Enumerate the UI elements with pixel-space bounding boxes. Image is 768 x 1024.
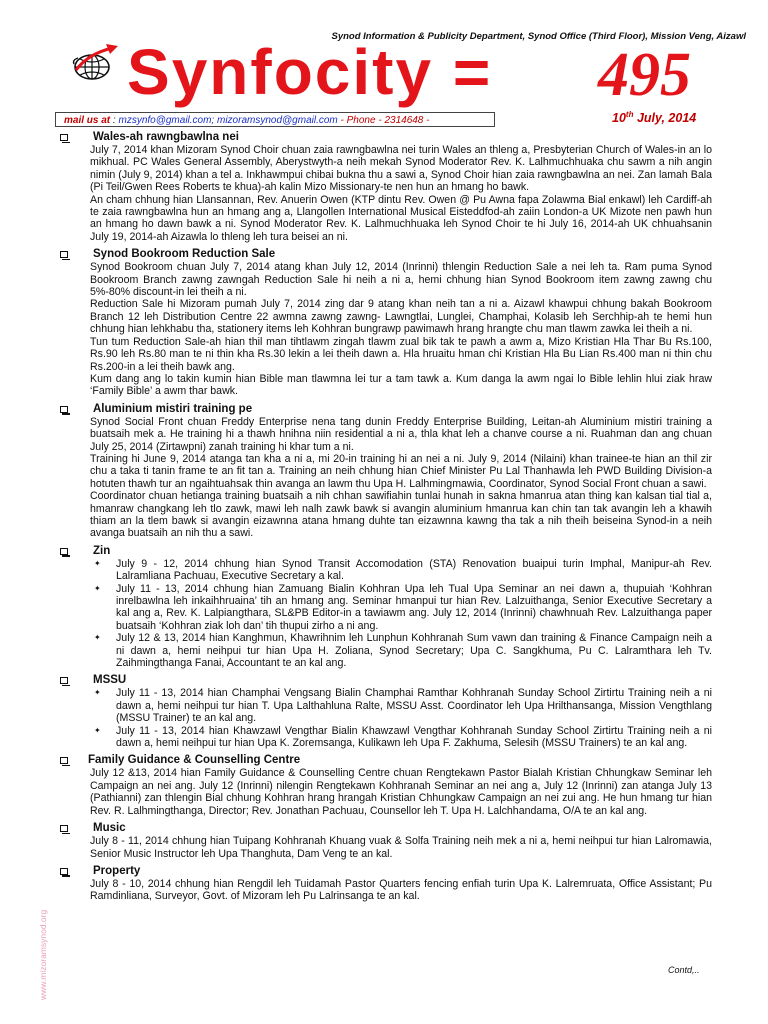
article-body — [90, 835, 712, 860]
checkbox-bullet-icon — [60, 406, 68, 413]
email-link-2[interactable]: mizoramsynod@gmail.com — [217, 115, 338, 126]
bullet-item: ✦ July 11 - 13, 2014 hian Khawzawl Vengthar Bialin Khawzawl Vengthar Kohhranah Sunday School Zirtirtu Training neih a ni dawn a, hemi neihpui tur hian Upa K. Zoremsanga, Kulikawn leh Upa F. Zakhuma, Selesih (MSSU Trainers) te an kal ang. — [90, 725, 712, 750]
globe-logo-icon — [68, 40, 122, 84]
article-heading: Music — [93, 822, 126, 835]
article-paragraph: Coordinator chuan hetianga training buatsaih a nih chhan sawifiahin tunlai hunah in sakna hmanrua atan thing kan kalsan tial tial a, hmanraw changkang leh tlo zawk, mawi leh nalh zawk bawk si avangin aluminium hmanrua kan chin tan tak avangin leh a khawih thiam an la tlem bawk si avangin eizawnna atana hmang duhte tan eizawnna kawng tha tak a nih theih beiseina Synod-in a neih avanga buatsaih an nih thu a sawi. — [90, 490, 712, 540]
side-website — [38, 860, 50, 1000]
article-body — [90, 687, 712, 749]
article — [60, 674, 712, 749]
article — [60, 248, 712, 397]
date-rest: July, 2014 — [633, 111, 697, 126]
article — [60, 403, 712, 540]
article-paragraph: An cham chhung hian Llansannan, Rev. Anuerin Owen (KTP dintu Rev. Owen @ Pu Awna fapa Zolawma Bial enkawl) leh Cardiff-ah te zaia rawngbawlna hun an hmang ang a, Llangollen International Musical Eisteddfod-ah zaiin London-a UK Mizote nen pawh hun an hmang ho dawn bawk a ni. Synod Moderator Rev. K. Lalhmuchhuaka leh Synod Choir te hi July 16, 2014-ah UK chhuahsanin July 19, 2014-ah Aizawla lo thleng leh tura beisei an ni. — [90, 193, 712, 243]
article-paragraph: July 12 &13, 2014 hian Family Guidance & Counselling Centre chuan Rengtekawn Pastor Bialah Kristian Chhungkaw Seminar leh Campaign an nei ang. July 12 (Inrinni) nilengin Rengtekawn Kohhranah Seminar an nei ang a, July 12 (Inrinni) zan atanga July 13 (Pathianni) zan thlengin Bial chhung Kohhran hrang hrangah Kristian Chhungkaw Campaign an nei zui ang. He hun hmang tur hian Rev. R. Lalhmingthanga, Director; Rev. Jonathan Pachuau, Counsellor leh T. Upa H. Lalchhandama, O/A te an kal ang. — [90, 767, 712, 817]
article-heading: Property — [93, 864, 141, 877]
article-body — [90, 558, 712, 670]
checkbox-bullet-icon — [60, 251, 68, 258]
bullet-item: ✦ July 11 - 13, 2014 hian Champhai Vengsang Bialin Champhai Ramthar Kohhranah Sunday School Zirtirtu Training neih a ni dawn a, hemi neihpui tur hian T. Upa Lalthahluna Ralte, MSSU Asst. Coordinator leh Upa Hrilthansanga, Mission Vengthlang (MSSU Trainer) te an kal ang. — [90, 687, 712, 724]
article-paragraph: Synod Social Front chuan Freddy Enterprise nena tang dunin Freddy Enterprise Building, Leitan-ah Aluminium mistiri training a buatsaih mek a. He training hi a thawh hnihna niin residential a ni a, thla khat leh a chanve course a ni. Ruahman dan ang chuan July 25, 2014 (Zirtawpni) zanah training hi khar tum a ni. — [90, 415, 712, 453]
article-body — [90, 261, 712, 397]
article-paragraph: July 8 - 10, 2014 chhung hian Rengdil leh Tuidamah Pastor Quarters fencing enfiah turin Upa K. Lalremruata, Office Assistant; Pu Ramdinliana, Surveyor, Govt. of Mizoram leh Pu Lalrinsanga te an kal. — [90, 877, 712, 903]
article-heading: Wales-ah rawngbawlna nei — [93, 131, 239, 143]
email-link-1[interactable]: mzsynfo@gmail.com; — [118, 115, 215, 126]
continued-note: Contd,.. — [668, 965, 700, 975]
article-paragraph: July 7, 2014 khan Mizoram Synod Choir chuan zaia rawngbawlna nei turin Wales an thleng a, Presbyterian Church of Wales-in an lo mikhual. PC Wales General Assembly, Aberystwyth-a neih mekah Synod Moderator Rev. K. Lalhmuchhuaka chu sawm a nih angin nimin (July 9, 2014) khan a tel a. Inkhawmpui chibai bukna thu a sawi a, Synod Choir hian zaia rawngbawlna an nei. Zan lamah Bala (Pi Teil/Gwen Rees Roberts te khua)-ah kalin Mizo Missionary-te nen hun an hmang ho bawk. — [90, 144, 712, 194]
article-paragraph: Synod Bookroom chuan July 7, 2014 atang khan July 12, 2014 (Inrinni) thlengin Reduction Sale a nei leh ta. Ram puma Synod Bookroom Branch zawng zawngah Reduction Sale hi neih a ni a, hemi chhung hian Synod Bookroom item zawng zawng chu 5%-80% discount-in lei theih a ni. — [90, 261, 712, 299]
article-body — [90, 767, 712, 817]
checkbox-bullet-icon — [60, 548, 68, 555]
article — [60, 822, 712, 860]
article-paragraph: July 8 - 11, 2014 chhung hian Tuipang Kohhranah Khuang vuak & Solfa Training neih mek a ni a, hemi neihpui tur hian Lalromawia, Senior Music Instructor leh Upa Thanghuta, Dam Veng te an kal. — [90, 835, 712, 860]
article — [60, 754, 712, 817]
bullet-item: ✦ July 9 - 12, 2014 chhung hian Synod Transit Accomodation (STA) Renovation buaipui turin Imphal, Manipur-ah Rev. Lalramliana Pachuau, Executive Secretary a kal. — [90, 558, 712, 583]
article — [60, 131, 712, 243]
article-heading: Aluminium mistiri training pe — [93, 402, 253, 415]
checkbox-bullet-icon — [60, 134, 68, 141]
article-heading: Family Guidance & Counselling Centre — [88, 754, 301, 767]
article — [60, 865, 712, 903]
mail-separator: : — [112, 115, 116, 126]
article-heading: MSSU — [93, 674, 127, 687]
date-day: 10 — [612, 111, 626, 126]
article-body — [90, 878, 712, 903]
bullet-item: ✦ July 11 - 13, 2014 chhung hian Zamuang Bialin Kohhran Upa leh Tual Upa Seminar an nei dawn a, thupuiah ‘Kohhran inrelbawlna leh inkaihhruaina’ tih an hmang ang. Seminar hmanpui tur hian Rev. Lalzuithanga, Senior Executive Secretary a kal ang a, Rev. K. Lalpiangthara, SL&PB Editor-in a tawiawm ang. July 12, 2014 (Inrinni) chawhnuah Rev. Lalzuithanga paper buatsaih ‘Kohhran ziak loh dan’ tih thupui zirho a ni ang. — [90, 583, 712, 633]
article-body — [90, 416, 712, 540]
article-paragraph: Tun tum Reduction Sale-ah hian thil man tihtlawm zingah tlawm zual bik tak te pawh a awm a, Mizo Kristian Hla Thar Bu Rs.100, Rs.90 leh Rs.80 man te ni thin kha Rs.30 lekin a lei theih dawn a. Hla hruaitu hman chi Kristian Hla Bu Lian Rs.400 man ni thin chu Rs.200-in a lei theih bawk ang. — [90, 335, 712, 373]
phone-number: - Phone - 2314648 - — [340, 115, 430, 126]
article-paragraph: Reduction Sale hi Mizoram pumah July 7, 2014 zing dar 9 atang khan neih tan a ni a. Aizawl khawpui chhung bakah Bookroom Branch 12 leh Distribution Centre 22 awmna zawng zawng- Lawngtlai, Lunglei, Champhai, Kolasib leh Serchhip-ah te hemi hun chhung hian lehkhabu tha, stationery items leh Kohhran bungrawp pawimawh hrang hrangte chu man tlawm zawka lei theih a ni. — [90, 298, 712, 336]
newsletter-title: Synfocity = — [127, 36, 493, 108]
department-line: Synod Information & Publicity Department, Synod Office (Third Floor), Mission Veng, Aizawl — [331, 31, 746, 42]
checkbox-bullet-icon — [60, 677, 68, 684]
checkbox-bullet-icon — [60, 825, 68, 832]
articles-list — [60, 131, 712, 908]
article-body — [90, 144, 712, 243]
issue-number: 495 — [598, 41, 691, 109]
date-suffix: th — [625, 110, 634, 119]
bullet-item: ✦ July 12 & 13, 2014 hian Kanghmun, Khawrihnim leh Lunphun Kohhranah Sum vawn dan training & Finance Campaign neih a ni dawn a, hemi neihpui tur hian Upa H. Zoliana, Synod Secretary; Upa C. Sangkhuma, Pu C. Lalramthara leh Tv. Zaihmingthanga Fanai, Accountant te an kal ang. — [90, 632, 712, 669]
checkbox-bullet-icon — [60, 757, 68, 764]
issue-date — [612, 110, 696, 125]
article-heading: Zin — [93, 544, 111, 557]
contact-bar — [55, 112, 495, 127]
article-paragraph: Training hi June 9, 2014 atanga tan kha a ni a, mi 20-in training hi an nei a ni. July 9, 2014 (Nilaini) khan trainee-te hian an thil zir chu a taka ti tanin frame te an fit tan a. Training an neih chhung hian Chief Minister Pu Lal Thanhawla leh PWD Building Division-a hotuten thawh tur an ngaihtuahsak thin avanga an lawm thu Upa H. Lalhmingmawia, Coordinator, Synod Social Front chuan a sawi. — [90, 452, 712, 490]
article-paragraph: Kum dang ang lo takin kumin hian Bible man tlawmna lei tur a tam tawk a. Kum danga la awm ngai lo Bible lehlin hlui ziak hraw ‘Family Bible’ a awm thar bawk. — [90, 372, 712, 398]
article — [60, 545, 712, 670]
mail-label: mail us at — [64, 115, 111, 126]
checkbox-bullet-icon — [60, 868, 68, 875]
side-url-text[interactable]: www.mizoramsynod.org — [38, 909, 48, 1000]
article-heading: Synod Bookroom Reduction Sale — [93, 248, 276, 261]
